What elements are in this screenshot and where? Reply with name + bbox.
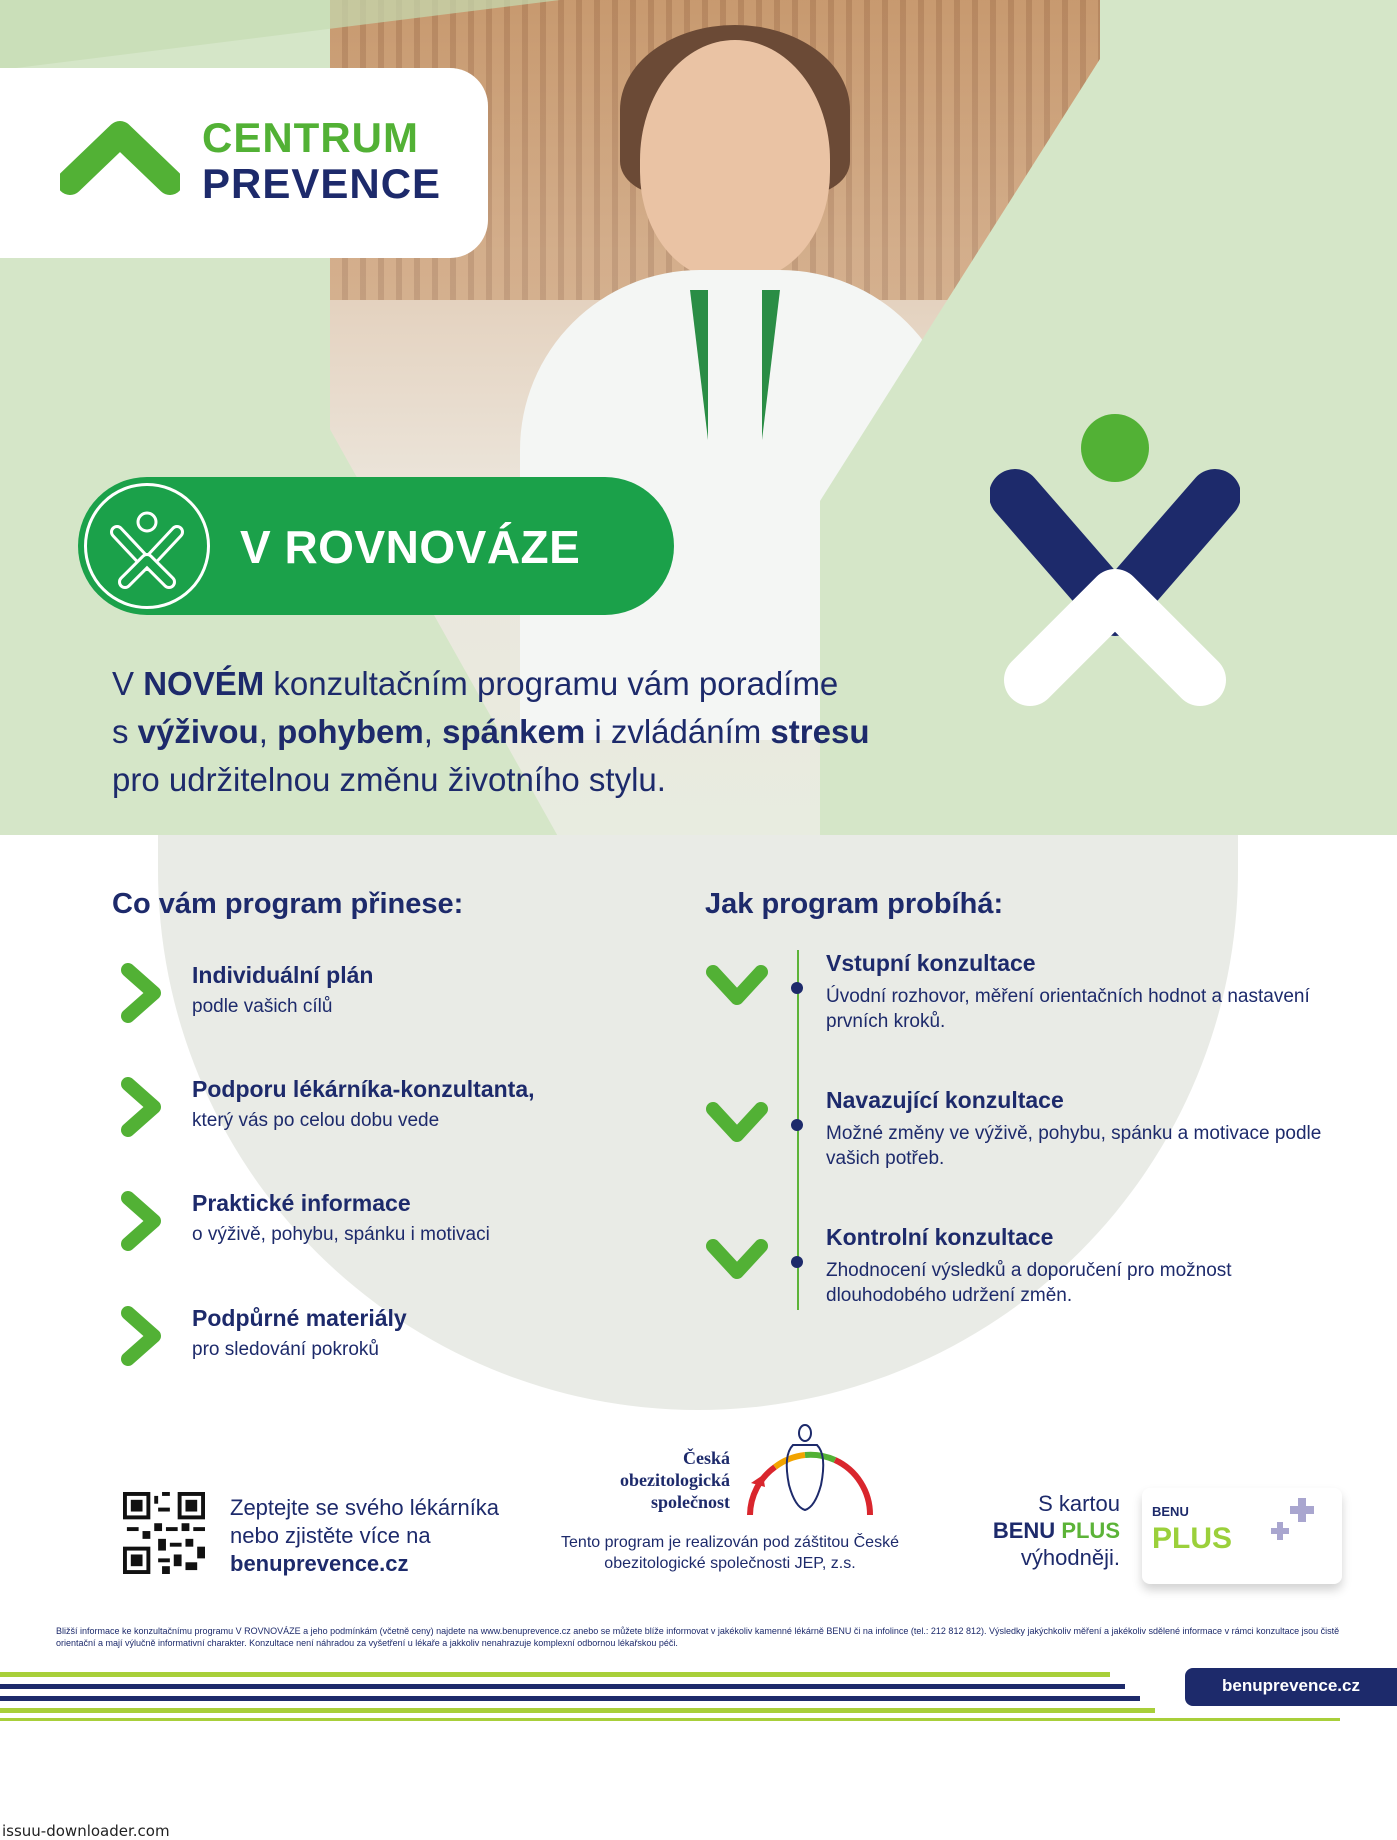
step-title: Navazující konzultace xyxy=(826,1087,1064,1113)
benefit-subtitle: který vás po celou dobu vede xyxy=(192,1110,440,1131)
brand-name-line2: PREVENCE xyxy=(202,160,442,207)
chevron-right-icon xyxy=(118,1305,168,1367)
timeline-dot xyxy=(791,1256,803,1268)
check-icon xyxy=(703,960,773,1012)
benefit-title: Podpůrné materiály xyxy=(192,1305,407,1331)
process-heading: Jak program probíhá: xyxy=(705,888,1004,920)
pharmacist-face xyxy=(640,40,830,280)
chevron-right-icon xyxy=(118,1190,168,1252)
benu-card-plus: PLUS xyxy=(1152,1522,1233,1555)
brand-name-line1: CENTRUM xyxy=(202,114,419,161)
benu-plus-card xyxy=(1142,1488,1342,1584)
balance-figure-logo-icon xyxy=(990,410,1240,720)
step-title: Vstupní konzultace xyxy=(826,950,1036,976)
decor-stripe xyxy=(0,1708,1155,1713)
process-step xyxy=(700,950,1340,1060)
obesity-gauge-icon xyxy=(735,1415,885,1520)
website-url[interactable]: benuprevence.cz xyxy=(1222,1676,1360,1695)
benu-card-brand: BENU xyxy=(1152,1504,1189,1519)
chevron-right-icon xyxy=(118,962,168,1024)
decor-stripe xyxy=(0,1718,1340,1721)
benefit-item xyxy=(112,1076,672,1166)
qr-code[interactable] xyxy=(123,1492,205,1574)
check-icon xyxy=(703,1234,773,1286)
step-description: Úvodní rozhovor, měření orientačních hodnot a nastavení prvních kroků. xyxy=(826,986,1310,1032)
step-description: Možné změny ve výživě, pohybu, spánku a motivace podle vašich potřeb. xyxy=(826,1123,1322,1169)
step-title: Kontrolní konzultace xyxy=(826,1224,1054,1250)
benefit-title: Podporu lékárníka-konzultanta, xyxy=(192,1076,535,1102)
benefit-item xyxy=(112,1190,672,1280)
benefits-heading: Co vám program přinese: xyxy=(112,888,464,920)
obesity-society-logo-text: Česká obezitologická společnost xyxy=(620,1448,730,1512)
watermark-text: issuu-downloader.com xyxy=(2,1822,170,1840)
timeline-dot xyxy=(791,982,803,994)
intro-paragraph: V NOVÉM konzultačním programu vám poradíme s výživou, pohybem, spánkem i zvládáním stresu pro udržitelnou změnu životního stylu. xyxy=(112,665,870,798)
balance-figure-icon xyxy=(84,483,210,609)
website-link[interactable]: benuprevence.cz xyxy=(230,1551,409,1576)
timeline-dot xyxy=(791,1119,803,1131)
benefit-subtitle: pro sledování pokroků xyxy=(192,1339,379,1360)
process-step xyxy=(700,1087,1340,1197)
plus-icon xyxy=(1260,1494,1330,1554)
check-icon xyxy=(703,1097,773,1149)
benefit-item xyxy=(112,962,672,1052)
decor-stripe xyxy=(0,1684,1125,1689)
step-description: Zhodnocení výsledků a doporučení pro možnost dlouhodobého udržení změn. xyxy=(826,1260,1232,1306)
disclaimer-text: Bližší informace ke konzultačnímu programu V ROVNOVÁZE a jeho podmínkám (včetně ceny) najdete na www.benuprevence.cz anebo se můžete blíže informovat v jakékoliv kamenné lékárně BENU či na infolince (tel.: 212 812 812). Výsledky jakýchkoliv měření a jakékoliv sdělené informace v rámci konzultace jsou čistě orientační a mají výlučně informativní charakter. Konzultace není náhradou za vyšetření u lékaře a jakkoliv nenahrazuje komplexní odbornou lékařskou péči. xyxy=(56,1626,1340,1648)
process-step xyxy=(700,1224,1340,1334)
chevron-right-icon xyxy=(118,1076,168,1138)
program-title: V ROVNOVÁZE xyxy=(240,521,581,573)
website-badge[interactable] xyxy=(1185,1668,1397,1706)
obesity-society-caption: Tento program je realizován pod záštitou České obezitologické společnosti JEP, z.s. xyxy=(561,1534,899,1572)
benefit-subtitle: podle vašich cílů xyxy=(192,996,333,1017)
benu-plus-text: S kartou BENU PLUS výhodněji. xyxy=(992,1491,1120,1570)
chevron-up-logo-icon xyxy=(60,120,180,200)
benefit-subtitle: o výživě, pohybu, spánku i motivaci xyxy=(192,1224,490,1245)
decor-stripe xyxy=(0,1672,1110,1677)
benefit-title: Praktické informace xyxy=(192,1190,411,1216)
ask-pharmacist-text: Zeptejte se svého lékárníka nebo zjistěte více na benuprevence.cz xyxy=(230,1495,500,1576)
benefit-item xyxy=(112,1305,672,1395)
benefit-title: Individuální plán xyxy=(192,962,374,988)
decor-stripe xyxy=(0,1696,1140,1701)
